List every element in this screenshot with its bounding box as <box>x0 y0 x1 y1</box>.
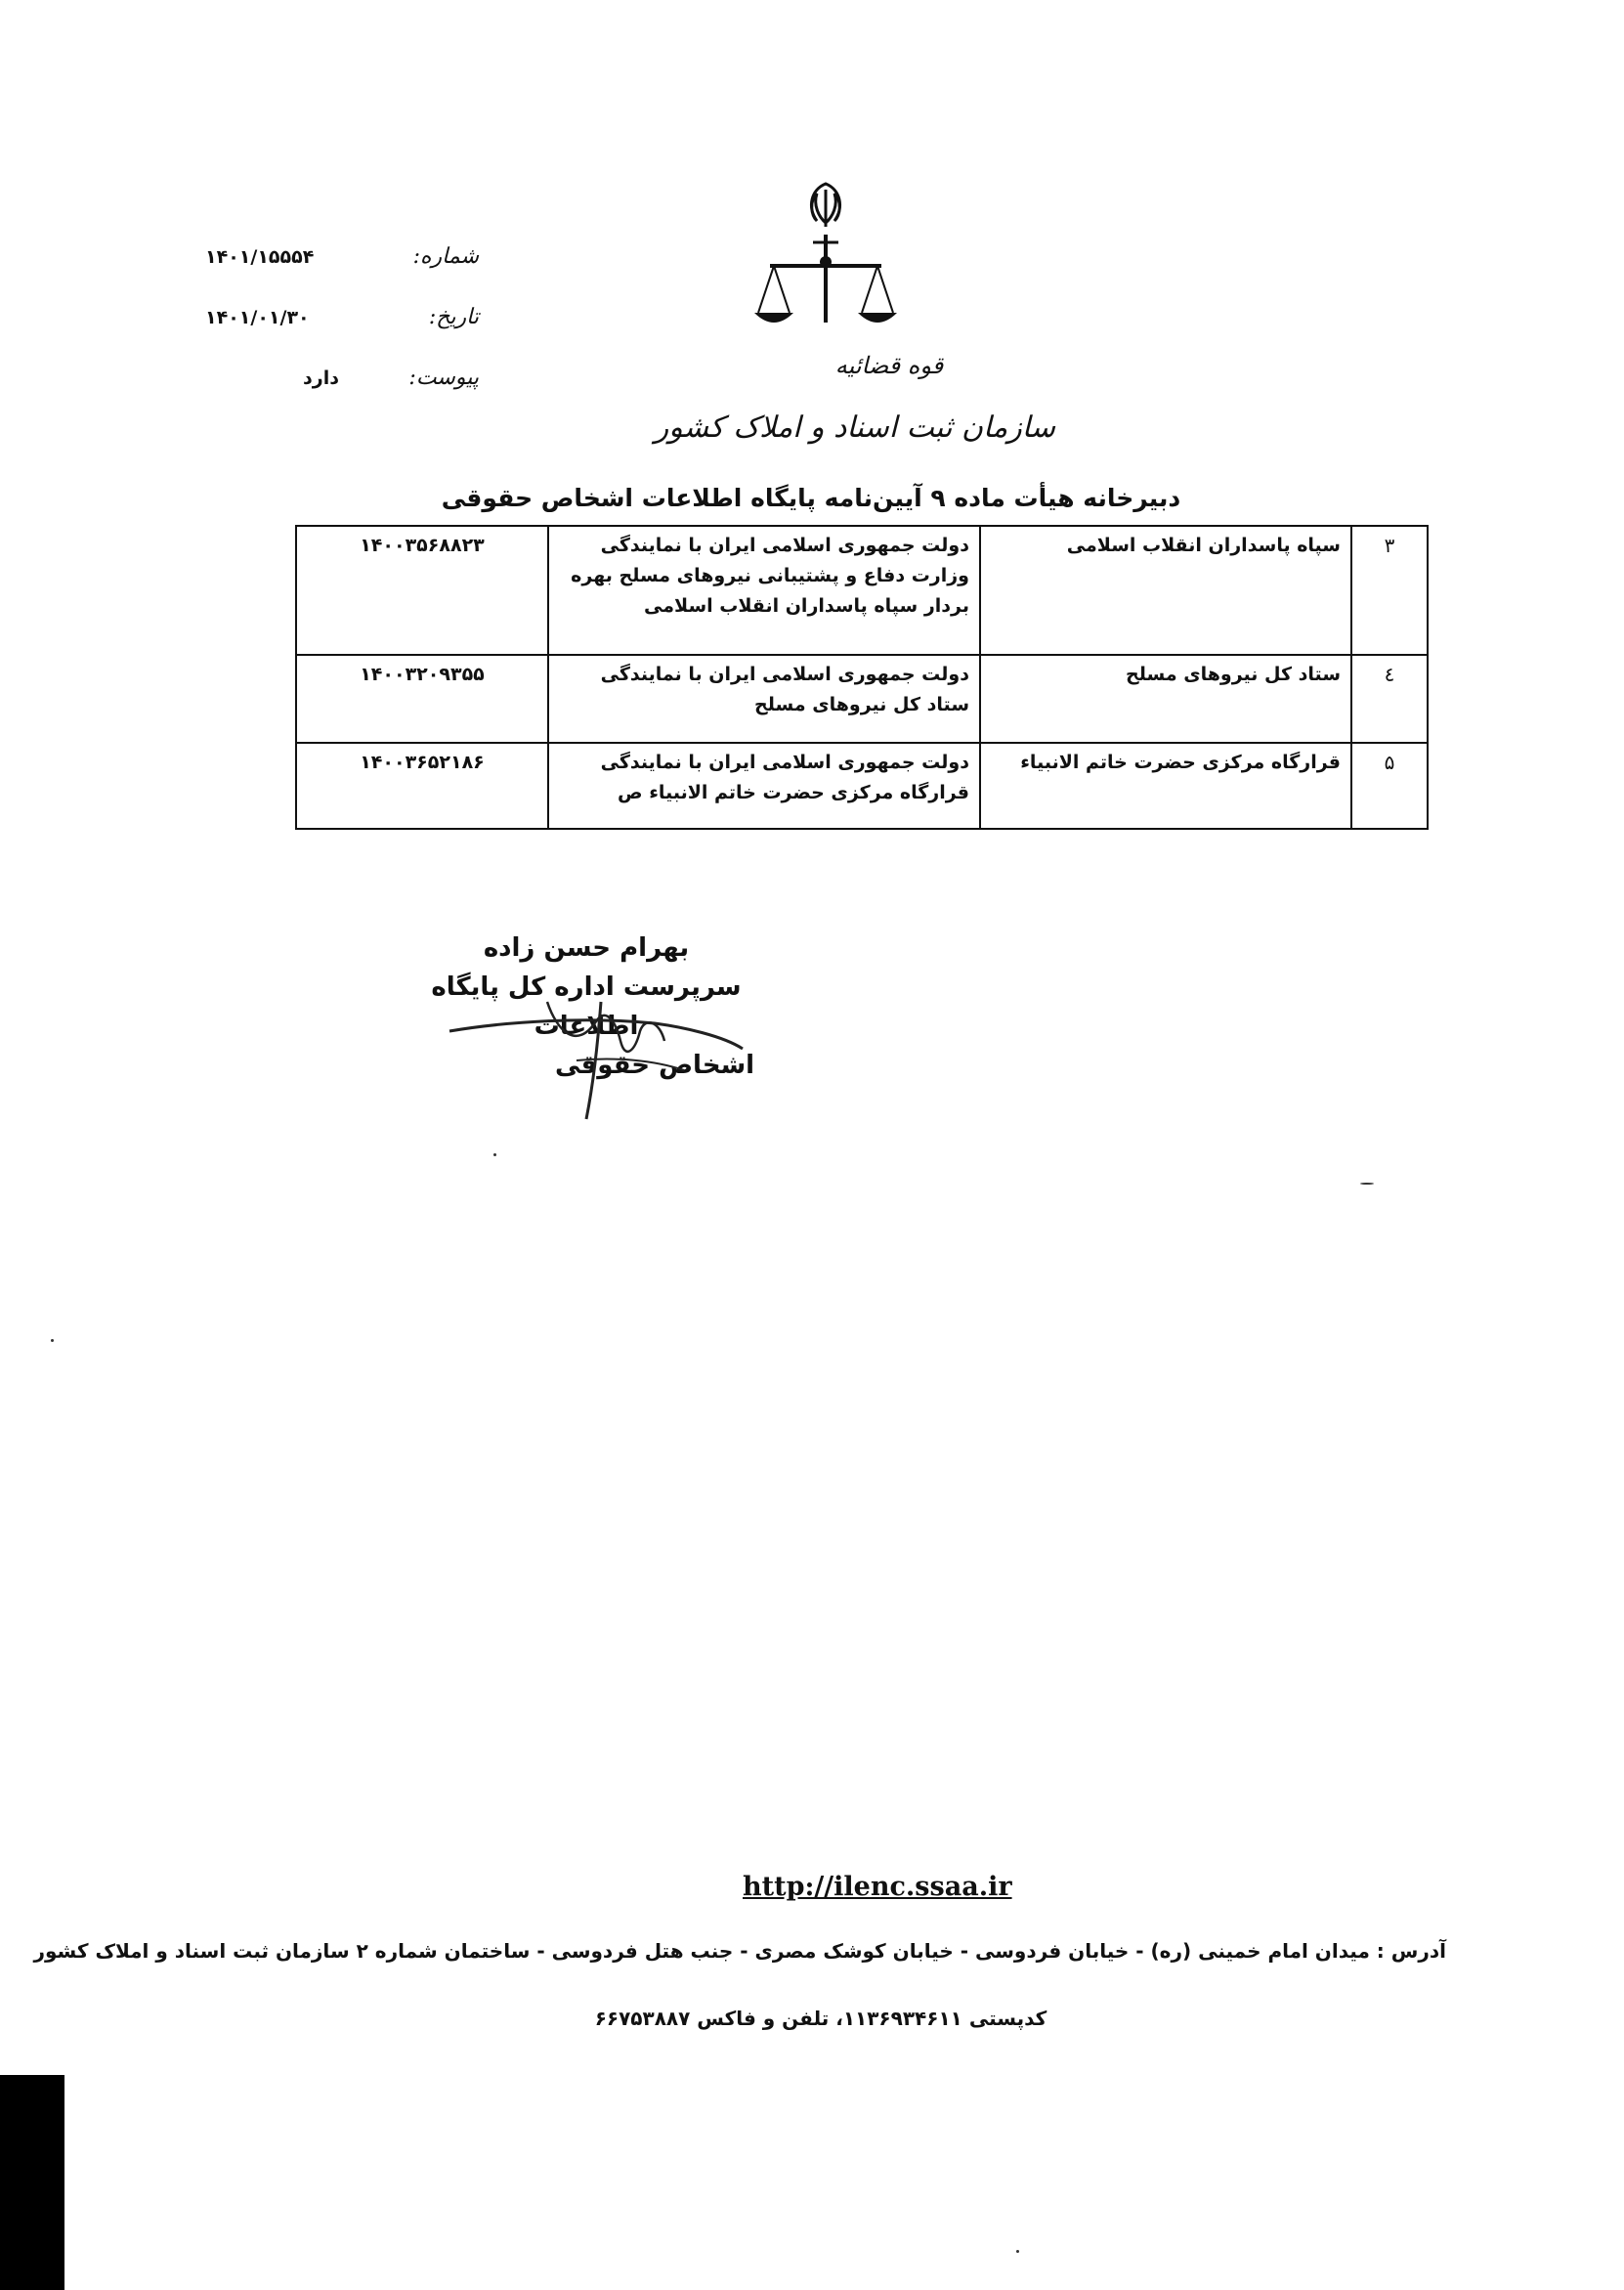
row-number: ٤ <box>1351 655 1428 743</box>
entities-table <box>295 525 1429 830</box>
office-address: آدرس : میدان امام خمینی (ره) - خیابان فردوسی - خیابان کوشک مصری - جنب هتل فردوسی - ساختمان شماره ۲ سازمان ثبت اسناد و املاک کشور <box>33 1939 1446 1963</box>
letter-meta <box>205 244 479 426</box>
entity-representative: دولت جمهوری اسلامی ایران با نمایندگی قرارگاه مرکزی حضرت خاتم الانبیاء ص <box>548 743 980 829</box>
table-row <box>296 655 1428 743</box>
scan-edge-bar <box>0 2075 64 2290</box>
postal-contact: کدپستی ۱۱۳۶۹۳۴۶۱۱، تلفن و فاکس ۶۶۷۵۳۸۸۷ <box>594 2007 1047 2030</box>
signer-title-line1: سرپرست اداره کل پایگاه اطلاعات <box>431 972 742 1041</box>
entity-name: سپاه پاسداران انقلاب اسلامی <box>980 526 1351 655</box>
national-id: ۱۴۰۰۳۶۵۲۱۸۶ <box>296 743 548 829</box>
handwritten-signature-icon <box>430 963 762 1129</box>
letter-number-label: شماره: <box>412 244 479 269</box>
entity-name: ستاد کل نیروهای مسلح <box>980 655 1351 743</box>
signer-name: بهرام حسن زاده <box>483 933 690 963</box>
website-url[interactable]: http://ilenc.ssaa.ir <box>743 1872 1012 1902</box>
national-id: ۱۴۰۰۳۵۶۸۸۲۳ <box>296 526 548 655</box>
entity-representative: دولت جمهوری اسلامی ایران با نمایندگی ستاد کل نیروهای مسلح <box>548 655 980 743</box>
table-row <box>296 526 1428 655</box>
table-row <box>296 743 1428 829</box>
letter-date-label: تاریخ: <box>428 305 479 329</box>
letter-attachment-value: دارد <box>303 367 339 389</box>
entity-name: قرارگاه مرکزی حضرت خاتم الانبیاء <box>980 743 1351 829</box>
judiciary-title: قوه قضائیه <box>834 352 944 379</box>
letter-attachment-label: پیوست: <box>408 366 479 390</box>
row-number: ۵ <box>1351 743 1428 829</box>
letter-date-row <box>205 305 479 366</box>
scan-speck <box>493 1153 496 1156</box>
national-id: ۱۴۰۰۳۲۰۹۳۵۵ <box>296 655 548 743</box>
scan-speck <box>1016 2250 1019 2253</box>
signer-title-line2: اشخاص حقوقی <box>554 1051 755 1080</box>
entity-representative: دولت جمهوری اسلامی ایران با نمایندگی وزارت دفاع و پشتیبانی نیروهای مسلح بهره بردار سپاه پاسداران انقلاب اسلامی <box>548 526 980 655</box>
scan-speck <box>51 1339 54 1342</box>
judiciary-emblem-icon <box>752 176 899 371</box>
letter-number-value: ۱۴۰۱/۱۵۵۵۴ <box>205 246 315 268</box>
letter-attachment-row <box>205 366 479 426</box>
row-number: ۳ <box>1351 526 1428 655</box>
letter-date-value: ۱۴۰۱/۰۱/۳۰ <box>205 307 310 328</box>
letter-number-row <box>205 244 479 305</box>
scan-speck <box>1360 1183 1374 1185</box>
organization-title: سازمان ثبت اسناد و املاک کشور <box>654 410 1055 445</box>
page-heading: دبیرخانه هیأت ماده ۹ آیین‌نامه پایگاه اطلاعات اشخاص حقوقی <box>441 484 1181 512</box>
